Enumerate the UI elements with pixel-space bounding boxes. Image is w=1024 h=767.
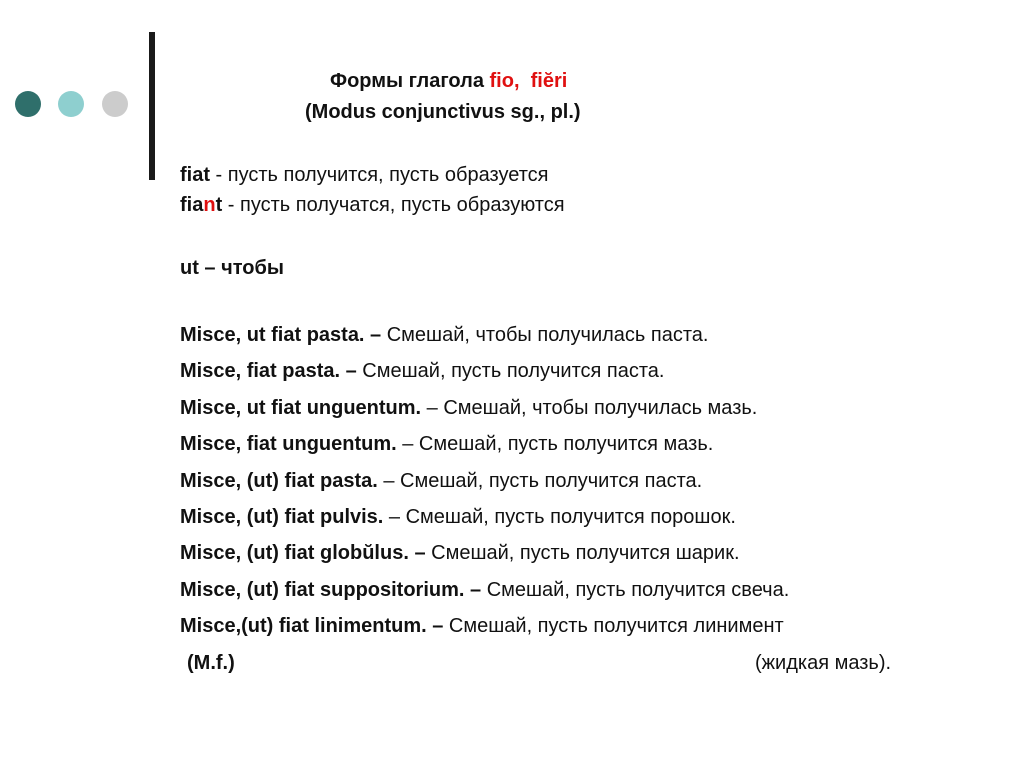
example-russian: – Смешай, пусть получится порошок.: [383, 506, 736, 529]
mf-row: [180, 645, 960, 681]
example-russian: Смешай, пусть получится паста.: [356, 360, 665, 383]
example-latin: Misce, (ut) fiat pasta.: [180, 469, 378, 492]
decor-dot-light: [58, 91, 84, 117]
title-line-1: [305, 66, 725, 97]
example-russian: – Смешай, чтобы получилась мазь.: [421, 396, 758, 419]
example-row: [180, 608, 960, 644]
decor-dot-grey: [102, 91, 128, 117]
title-line-2: (Modus conjunctivus sg., pl.): [305, 101, 581, 123]
example-latin: Misce, (ut) fiat suppositorium. –: [180, 578, 482, 601]
example-russian: – Смешай, пусть получится мазь.: [396, 433, 714, 456]
decor-dot-dark: [15, 91, 41, 117]
title-sep: [520, 70, 531, 92]
example-row: [180, 499, 960, 535]
example-latin: Misce, fiat pasta. –: [180, 360, 357, 383]
example-russian: Смешай, пусть получится шарик.: [425, 542, 740, 565]
example-latin: Misce,(ut) fiat linimentum. –: [180, 615, 444, 638]
definition-text: - пусть получатся, пусть образуются: [222, 194, 565, 216]
definition-text: - пусть получится, пусть образуется: [210, 164, 549, 186]
example-latin: Misce, (ut) fiat globŭlus. –: [180, 542, 426, 565]
example-latin: Misce, fiat unguentum.: [180, 433, 397, 456]
mf-abbreviation: (M.f.): [187, 651, 235, 674]
example-row: [180, 426, 960, 462]
definition-term-highlight: n: [203, 194, 216, 216]
example-row: [180, 572, 960, 608]
definition-row: [180, 190, 565, 220]
example-latin: Misce, ut fiat unguentum.: [180, 396, 422, 419]
definition-term: fia: [180, 194, 204, 216]
slide-title: [305, 66, 725, 128]
title-fio: fio,: [489, 70, 520, 92]
definition-row: [180, 160, 565, 190]
definition-term-end: t: [215, 194, 223, 216]
mf-note: (жидкая мазь).: [755, 651, 892, 674]
title-prefix: Формы глагола: [330, 70, 490, 92]
example-row: [180, 535, 960, 571]
examples-list: [180, 317, 960, 681]
ut-line: ut – чтобы: [180, 257, 284, 279]
example-latin: Misce, (ut) fiat pulvis.: [180, 506, 384, 529]
decor-vertical-bar: [149, 32, 155, 180]
definitions: [180, 160, 565, 220]
example-russian: – Смешай, пусть получится паста.: [377, 469, 703, 492]
example-row: [180, 463, 960, 499]
example-row: [180, 353, 960, 389]
example-latin: Misce, ut fiat pasta. –: [180, 324, 382, 346]
definition-term: fiat: [180, 164, 210, 186]
example-russian: Смешай, пусть получится свеча.: [481, 578, 790, 601]
title-fieri: fiĕri: [530, 70, 568, 92]
example-russian: Смешай, пусть получится линимент: [443, 615, 784, 638]
example-russian: Смешай, чтобы получилась паста.: [381, 324, 709, 346]
example-row: [180, 317, 960, 353]
example-row: [180, 390, 960, 426]
